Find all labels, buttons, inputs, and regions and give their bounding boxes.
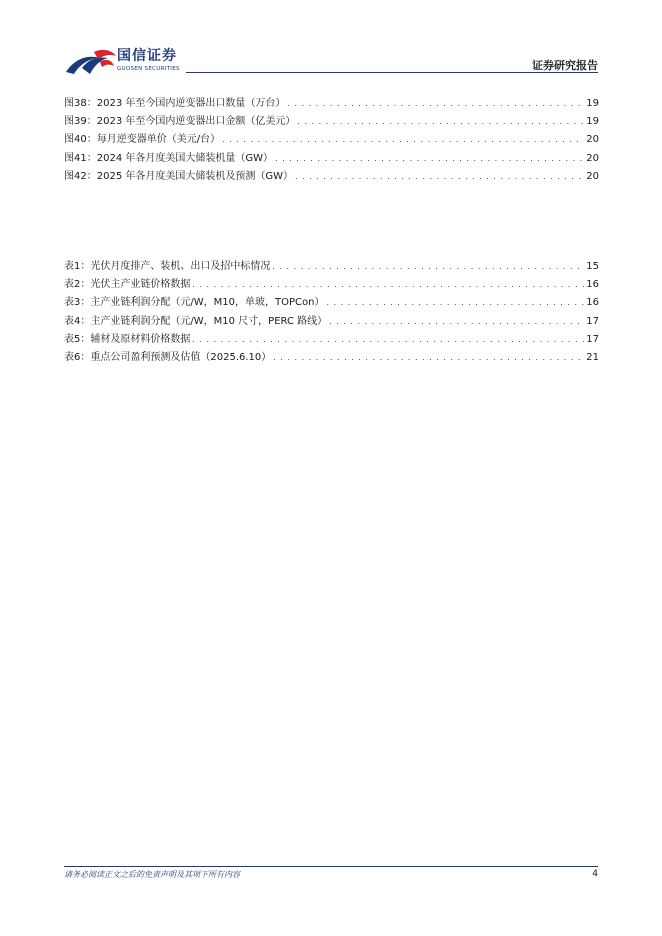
toc-entry-title: 光伏主产业链价格数据: [90, 279, 191, 291]
brand-name-en: GUOSEN SECURITIES: [117, 66, 180, 72]
brand-name: [117, 48, 180, 73]
table-list: [64, 257, 599, 366]
toc-entry[interactable]: [64, 348, 599, 366]
toc-leader-dots: [287, 99, 584, 108]
toc-leader-dots: [272, 262, 584, 271]
toc-entry-label: 表5：: [64, 333, 91, 345]
toc-leader-dots: [326, 298, 584, 307]
toc-leader-dots: [295, 172, 584, 181]
header-divider: [186, 72, 598, 73]
toc-entry-title: 2024 年各月度美国大储装机量（GW）: [96, 152, 273, 164]
toc-entry-title: 2023 年至今国内逆变器出口数量（万台）: [96, 98, 286, 109]
toc-entry[interactable]: [64, 94, 599, 112]
toc-entry-page: 15: [586, 261, 599, 272]
toc-entry-label: 表3：: [64, 297, 91, 309]
toc-entry[interactable]: [64, 149, 599, 167]
toc-entry-page: 20: [586, 170, 599, 182]
figure-list: [64, 94, 599, 185]
toc-entry[interactable]: [64, 130, 599, 148]
toc-entry-page: 20: [586, 152, 599, 164]
toc-entry[interactable]: [64, 112, 599, 130]
toc-entry-page: 17: [586, 333, 599, 345]
toc-entry[interactable]: [64, 275, 599, 293]
toc-entry-label: 图38：: [64, 98, 97, 109]
toc-entry[interactable]: [64, 257, 599, 275]
brand-name-cn: 国信证券: [117, 48, 177, 64]
toc-entry-label: 表6：: [64, 351, 91, 363]
toc-entry-title: 2023 年至今国内逆变器出口金额（亿美元）: [96, 116, 296, 128]
toc-entry-title: 重点公司盈利预测及估值（2025.6.10）: [90, 351, 272, 363]
toc-leader-dots: [222, 135, 584, 144]
toc-leader-dots: [275, 154, 584, 163]
toc-leader-dots: [273, 353, 584, 362]
toc-leader-dots: [329, 317, 584, 326]
toc-entry[interactable]: [64, 330, 599, 348]
toc-entry-page: 17: [586, 315, 599, 327]
toc-entry-label: 图41：: [64, 152, 97, 164]
toc-entry-title: 光伏月度排产、装机、出口及招中标情况: [90, 261, 271, 272]
toc-leader-dots: [192, 280, 584, 289]
footer-disclaimer: 请务必阅读正文之后的免责声明及其项下所有内容: [64, 870, 240, 879]
footer-divider: [64, 866, 598, 867]
toc-entry-page: 16: [586, 297, 599, 309]
toc-entry-label: 表4：: [64, 315, 91, 327]
toc-entry-page: 20: [586, 134, 599, 146]
toc-entry-page: 21: [586, 351, 599, 363]
toc-entry-label: 表2：: [64, 279, 91, 291]
toc-entry-page: 16: [586, 279, 599, 291]
toc-entry-title: 主产业链利润分配（元/W，M10，单玻，TOPCon）: [90, 297, 325, 309]
report-type: 证券研究报告: [532, 59, 598, 72]
toc-leader-dots: [192, 335, 584, 344]
toc-entry-label: 图40：: [64, 134, 97, 146]
toc-entry-label: 表1：: [64, 261, 91, 272]
page-number: 4: [592, 869, 598, 879]
page-header: [0, 0, 662, 80]
toc-leader-dots: [297, 117, 584, 126]
toc-entry-title: 2025 年各月度美国大储装机及预测（GW）: [96, 170, 293, 182]
guosen-logo-icon: [64, 46, 118, 78]
toc-entry-title: 主产业链利润分配（元/W，M10 尺寸，PERC 路线）: [90, 315, 328, 327]
toc-entry-label: 图39：: [64, 116, 97, 128]
toc-entry[interactable]: [64, 312, 599, 330]
toc-entry-label: 图42：: [64, 170, 97, 182]
toc-entry-page: 19: [586, 116, 599, 128]
toc-entry[interactable]: [64, 167, 599, 185]
toc-entry-title: 每月逆变器单价（美元/台）: [96, 134, 221, 146]
toc-entry-title: 辅材及原材料价格数据: [90, 333, 191, 345]
toc-entry-page: 19: [586, 98, 599, 109]
toc-entry[interactable]: [64, 293, 599, 311]
